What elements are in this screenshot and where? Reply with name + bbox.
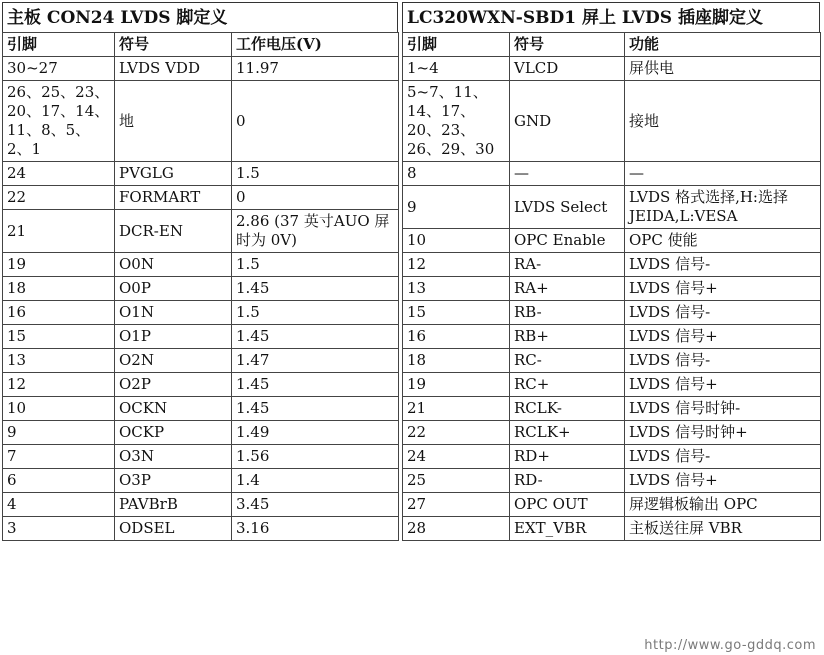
left-pin-table [2, 32, 399, 541]
left-cell-voltage: 1.56 [232, 445, 399, 469]
right-table-row [403, 301, 821, 325]
left-table-row [3, 210, 399, 253]
right-cell-function: 屏逻辑板输出 OPC [625, 493, 821, 517]
right-cell-function: LVDS 信号- [625, 445, 821, 469]
left-table-row [3, 373, 399, 397]
left-cell-symbol: O3P [115, 469, 232, 493]
right-header-row [403, 33, 821, 57]
right-table-row [403, 325, 821, 349]
right-cell-function: OPC 使能 [625, 229, 821, 253]
right-cell-symbol: RA+ [510, 277, 625, 301]
right-cell-pin: 28 [403, 517, 510, 541]
right-cell-symbol: RC+ [510, 373, 625, 397]
left-cell-symbol: DCR-EN [115, 210, 232, 253]
right-cell-function: 接地 [625, 81, 821, 162]
right-cell-pin: 19 [403, 373, 510, 397]
right-cell-function: LVDS 信号+ [625, 373, 821, 397]
left-cell-voltage: 1.5 [232, 301, 399, 325]
left-cell-voltage: 0 [232, 186, 399, 210]
left-table-row [3, 162, 399, 186]
left-table-title: 主板 CON24 LVDS 脚定义 [2, 2, 398, 32]
left-table-row [3, 57, 399, 81]
left-cell-pin: 18 [3, 277, 115, 301]
right-cell-function: LVDS 信号- [625, 349, 821, 373]
right-cell-symbol: — [510, 162, 625, 186]
right-header-function: 功能 [625, 33, 821, 57]
right-header-symbol: 符号 [510, 33, 625, 57]
left-cell-symbol: OCKN [115, 397, 232, 421]
right-table-row [403, 162, 821, 186]
left-table-row [3, 397, 399, 421]
left-cell-voltage: 1.47 [232, 349, 399, 373]
left-cell-voltage: 1.5 [232, 253, 399, 277]
left-cell-symbol: PAVBrB [115, 493, 232, 517]
left-cell-symbol: OCKP [115, 421, 232, 445]
right-cell-symbol: RD- [510, 469, 625, 493]
right-cell-symbol: GND [510, 81, 625, 162]
right-table-row [403, 445, 821, 469]
left-cell-symbol: O0N [115, 253, 232, 277]
right-cell-symbol: RD+ [510, 445, 625, 469]
left-table-row [3, 325, 399, 349]
left-cell-symbol: O0P [115, 277, 232, 301]
left-cell-pin: 13 [3, 349, 115, 373]
right-header-pin: 引脚 [403, 33, 510, 57]
right-cell-symbol: EXT_VBR [510, 517, 625, 541]
left-header-symbol: 符号 [115, 33, 232, 57]
right-cell-pin: 8 [403, 162, 510, 186]
left-table-row [3, 253, 399, 277]
right-table-row [403, 186, 821, 229]
right-table-row [403, 277, 821, 301]
right-cell-symbol: RA- [510, 253, 625, 277]
right-cell-pin: 10 [403, 229, 510, 253]
right-pin-table [402, 32, 821, 541]
right-cell-function: LVDS 信号+ [625, 325, 821, 349]
right-table-row [403, 229, 821, 253]
left-cell-voltage: 1.49 [232, 421, 399, 445]
left-cell-voltage: 1.45 [232, 397, 399, 421]
right-table-title: LC320WXN-SBD1 屏上 LVDS 插座脚定义 [402, 2, 820, 32]
left-cell-voltage: 1.45 [232, 325, 399, 349]
right-cell-function: LVDS 信号- [625, 301, 821, 325]
right-cell-pin: 18 [403, 349, 510, 373]
left-cell-pin: 7 [3, 445, 115, 469]
right-table-row [403, 57, 821, 81]
right-table-row [403, 349, 821, 373]
right-cell-symbol: RB- [510, 301, 625, 325]
left-cell-voltage: 1.4 [232, 469, 399, 493]
right-cell-function: LVDS 信号+ [625, 469, 821, 493]
left-cell-pin: 3 [3, 517, 115, 541]
left-cell-voltage: 3.16 [232, 517, 399, 541]
left-cell-symbol: O2P [115, 373, 232, 397]
left-cell-symbol: O1P [115, 325, 232, 349]
left-cell-symbol: ODSEL [115, 517, 232, 541]
right-table-row [403, 469, 821, 493]
left-cell-pin: 24 [3, 162, 115, 186]
right-cell-function: — [625, 162, 821, 186]
left-cell-pin: 15 [3, 325, 115, 349]
right-table-row [403, 517, 821, 541]
left-cell-symbol: PVGLG [115, 162, 232, 186]
right-table-row [403, 493, 821, 517]
left-table-row [3, 277, 399, 301]
left-cell-pin: 10 [3, 397, 115, 421]
left-cell-pin: 4 [3, 493, 115, 517]
left-cell-voltage: 0 [232, 81, 399, 162]
left-table-row [3, 349, 399, 373]
right-cell-symbol: OPC Enable [510, 229, 625, 253]
right-cell-function: LVDS 信号时钟- [625, 397, 821, 421]
right-cell-symbol: RCLK+ [510, 421, 625, 445]
left-cell-pin: 30~27 [3, 57, 115, 81]
right-table-row [403, 81, 821, 162]
right-cell-pin: 1~4 [403, 57, 510, 81]
right-cell-function: 主板送往屏 VBR [625, 517, 821, 541]
left-table-row [3, 421, 399, 445]
left-cell-voltage: 1.45 [232, 373, 399, 397]
left-cell-symbol: 地 [115, 81, 232, 162]
left-table-row [3, 517, 399, 541]
left-cell-pin: 19 [3, 253, 115, 277]
right-cell-symbol: OPC OUT [510, 493, 625, 517]
left-cell-pin: 6 [3, 469, 115, 493]
right-cell-pin: 15 [403, 301, 510, 325]
right-cell-function: 屏供电 [625, 57, 821, 81]
left-table-panel [2, 2, 398, 541]
left-table-row [3, 186, 399, 210]
left-table-row [3, 469, 399, 493]
right-cell-pin: 13 [403, 277, 510, 301]
right-table-panel [402, 2, 820, 541]
right-cell-pin: 16 [403, 325, 510, 349]
right-cell-function: LVDS 信号时钟+ [625, 421, 821, 445]
left-cell-pin: 9 [3, 421, 115, 445]
right-cell-pin: 22 [403, 421, 510, 445]
left-cell-pin: 12 [3, 373, 115, 397]
right-cell-symbol: RCLK- [510, 397, 625, 421]
right-cell-symbol: RC- [510, 349, 625, 373]
left-table-row [3, 81, 399, 162]
left-cell-symbol: O2N [115, 349, 232, 373]
left-cell-pin: 21 [3, 210, 115, 253]
left-table-row [3, 445, 399, 469]
left-cell-voltage: 1.45 [232, 277, 399, 301]
left-cell-symbol: FORMART [115, 186, 232, 210]
left-cell-voltage: 3.45 [232, 493, 399, 517]
watermark-url: http://www.go-gddq.com [644, 638, 816, 653]
right-cell-pin: 5~7、11、14、17、20、23、26、29、30 [403, 81, 510, 162]
left-header-row [3, 33, 399, 57]
right-cell-symbol: RB+ [510, 325, 625, 349]
left-table-row [3, 493, 399, 517]
left-cell-symbol: O1N [115, 301, 232, 325]
right-cell-pin: 21 [403, 397, 510, 421]
left-header-voltage: 工作电压(V) [232, 33, 399, 57]
right-cell-pin: 27 [403, 493, 510, 517]
right-cell-symbol: VLCD [510, 57, 625, 81]
left-table-row [3, 301, 399, 325]
right-cell-function: LVDS 信号+ [625, 277, 821, 301]
left-cell-voltage: 1.5 [232, 162, 399, 186]
right-cell-symbol: LVDS Select [510, 186, 625, 229]
left-cell-pin: 22 [3, 186, 115, 210]
left-cell-symbol: O3N [115, 445, 232, 469]
right-cell-pin: 24 [403, 445, 510, 469]
right-table-row [403, 421, 821, 445]
right-cell-pin: 12 [403, 253, 510, 277]
right-cell-function: LVDS 格式选择,H:选择 JEIDA,L:VESA [625, 186, 821, 229]
right-table-row [403, 253, 821, 277]
left-cell-pin: 16 [3, 301, 115, 325]
left-cell-symbol: LVDS VDD [115, 57, 232, 81]
left-cell-voltage: 11.97 [232, 57, 399, 81]
right-cell-function: LVDS 信号- [625, 253, 821, 277]
right-cell-pin: 25 [403, 469, 510, 493]
right-cell-pin: 9 [403, 186, 510, 229]
left-cell-pin: 26、25、23、20、17、14、11、8、5、2、1 [3, 81, 115, 162]
left-cell-voltage: 2.86 (37 英寸AUO 屏时为 0V) [232, 210, 399, 253]
right-table-row [403, 397, 821, 421]
left-header-pin: 引脚 [3, 33, 115, 57]
right-table-row [403, 373, 821, 397]
